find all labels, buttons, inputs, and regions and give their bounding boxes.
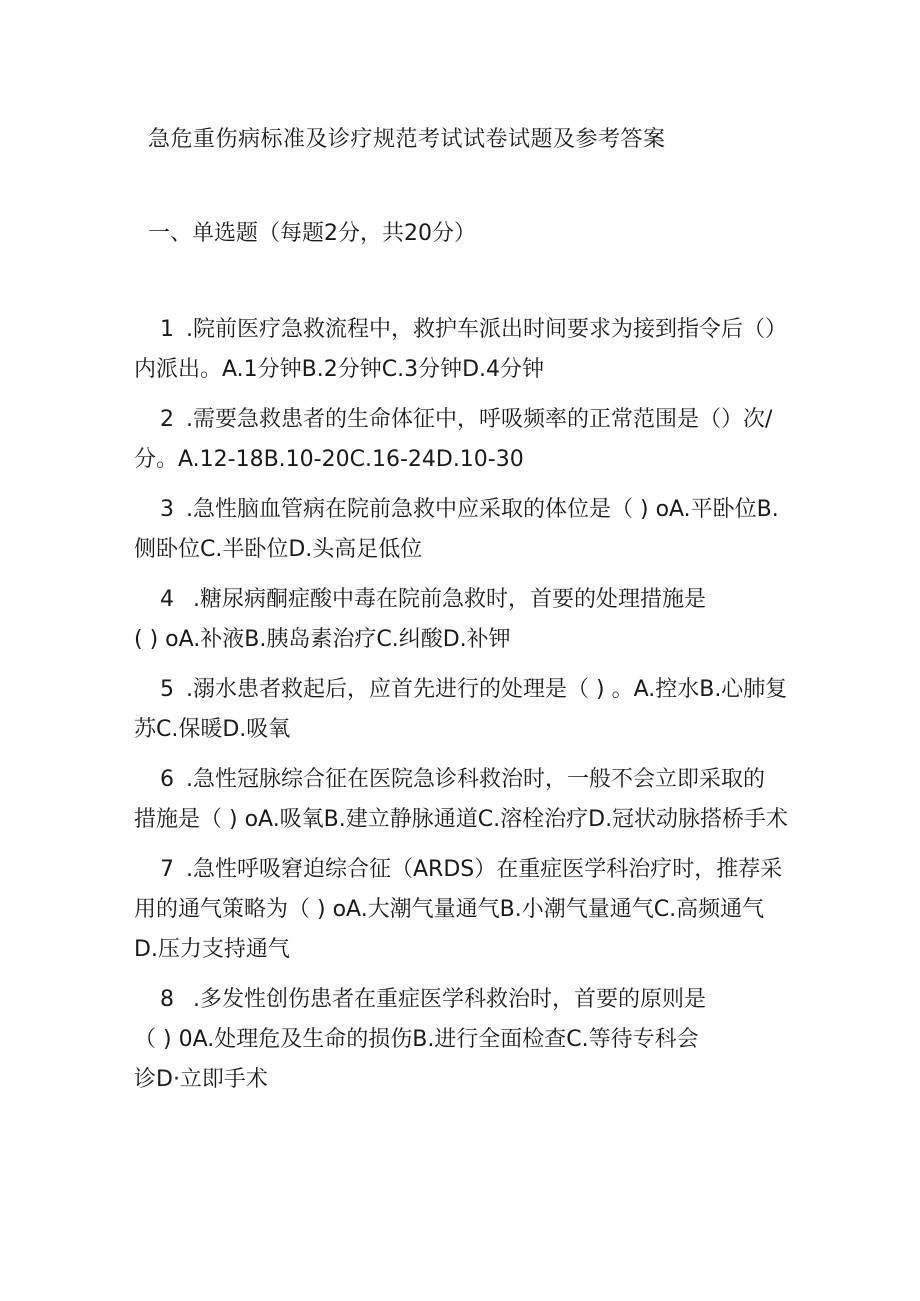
question-number: 7 — [160, 857, 174, 882]
question-text: 分。A.12-18B.10-20C.16-24D.10-30 — [134, 447, 524, 472]
question-item — [134, 490, 794, 570]
question-text-line — [134, 620, 794, 660]
question-number: 3 — [160, 497, 174, 522]
question-text-line-first — [134, 310, 794, 350]
question-text-line — [134, 710, 794, 750]
question-text: .需要急救患者的生命体征中，呼吸频率的正常范围是（）次/ — [186, 407, 773, 432]
question-number: 6 — [160, 767, 174, 792]
question-text-line — [134, 440, 794, 480]
question-text-line-first — [134, 850, 794, 890]
question-number: 2 — [160, 407, 174, 432]
question-text-line — [134, 1060, 794, 1100]
question-number: 1 — [160, 317, 174, 342]
question-text: 侧卧位C.半卧位D.头高足低位 — [134, 537, 423, 562]
question-item — [134, 580, 794, 660]
question-text: 苏C.保暖D.吸氧 — [134, 717, 291, 742]
question-text: .急性冠脉综合征在医院急诊科救治时，一般不会立即采取的 — [186, 767, 765, 792]
question-text: D.压力支持通气 — [134, 937, 290, 962]
question-text: 诊D·立即手术 — [134, 1067, 268, 1092]
document-title: 急危重伤病标准及诊疗规范考试试卷试题及参考答案 — [148, 127, 666, 152]
question-text-line — [134, 930, 794, 970]
question-text-line — [134, 350, 794, 390]
question-list — [134, 310, 794, 1110]
question-number: 5 — [160, 677, 174, 702]
question-text-line-first — [134, 760, 794, 800]
question-text: .急性脑血管病在院前急救中应采取的体位是（ ) oA.平卧位B. — [186, 497, 779, 522]
question-text: .院前医疗急救流程中，救护车派出时间要求为接到指令后（） — [186, 317, 787, 342]
question-text: 内派出。A.1分钟B.2分钟C.3分钟D.4分钟 — [134, 357, 545, 382]
question-item — [134, 310, 794, 390]
question-item — [134, 760, 794, 840]
question-number: 8 — [160, 987, 174, 1012]
question-text-line — [134, 890, 794, 930]
question-number: 4 — [160, 587, 174, 612]
question-text: .糖尿病酮症酸中毒在院前急救时，首要的处理措施是 — [186, 587, 706, 612]
question-text: .急性呼吸窘迫综合征（ARDS）在重症医学科治疗时，推荐采 — [186, 857, 783, 882]
question-text-line — [134, 1020, 794, 1060]
question-text: 用的通气策略为（ ) oA.大潮气量通气B.小潮气量通气C.高频通气 — [134, 897, 765, 922]
question-item — [134, 670, 794, 750]
question-text: （ ) 0A.处理危及生命的损伤B.进行全面检查C.等待专科会 — [134, 1027, 699, 1052]
question-text: .多发性创伤患者在重症医学科救治时，首要的原则是 — [186, 987, 706, 1012]
question-text: .溺水患者救起后，应首先进行的处理是（ ) 。A.控水B.心肺复 — [186, 677, 788, 702]
question-item — [134, 850, 794, 970]
question-text-line — [134, 530, 794, 570]
question-text: ( ) oA.补液B.胰岛素治疗C.纠酸D.补钾 — [134, 627, 511, 652]
question-text-line-first — [134, 490, 794, 530]
question-text-line-first — [134, 670, 794, 710]
section-heading: 一、单选题（每题2分，共20分） — [148, 221, 476, 246]
question-text-line-first — [134, 980, 794, 1020]
question-item — [134, 980, 794, 1100]
question-item — [134, 400, 794, 480]
question-text-line-first — [134, 400, 794, 440]
question-text: 措施是（ ) oA.吸氧B.建立静脉通道C.溶栓治疗D.冠状动脉搭桥手术 — [134, 807, 789, 832]
question-text-line — [134, 800, 794, 840]
question-text-line-first — [134, 580, 794, 620]
